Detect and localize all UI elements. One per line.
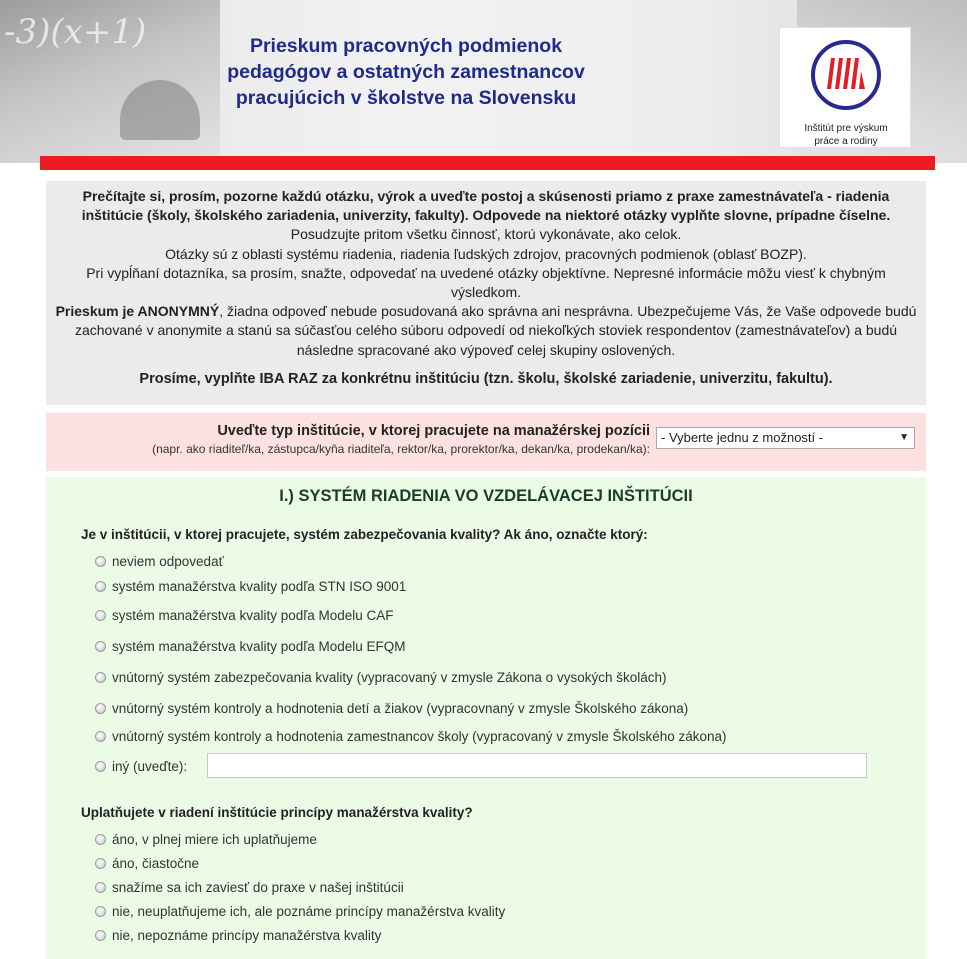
radio-option-other[interactable] <box>95 759 187 774</box>
title-line-1: Prieskum pracovných podmienok <box>249 35 563 57</box>
other-text-input[interactable] <box>207 753 867 778</box>
page-header <box>0 0 967 163</box>
radio-label: vnútorný systém kontroly a hodnotenia zamestnancov školy (vypracovaný v zmysle Školského zákona) <box>112 729 727 744</box>
page-title <box>196 33 616 111</box>
radio-option[interactable] <box>95 639 406 654</box>
institution-type-row <box>46 413 926 471</box>
radio-button[interactable] <box>95 761 106 772</box>
section-management-system <box>46 477 926 959</box>
radio-option[interactable] <box>95 904 505 919</box>
radio-option[interactable] <box>95 579 406 594</box>
intro-final-instruction: Prosíme, vyplňte IBA RAZ za konkrétnu inštitúciu (tzn. školu, školské zariadenie, univerzitu, fakultu). <box>139 370 833 387</box>
intro-paragraph-4 <box>54 302 918 360</box>
radio-button[interactable] <box>95 703 106 714</box>
radio-option[interactable] <box>95 856 199 871</box>
institution-question-hint: (napr. ako riaditeľ/ka, zástupca/kyňa riaditeľa, rektor/ka, prorektor/ka, dekan/ka, prodekan/ka): <box>152 442 650 456</box>
radio-option[interactable] <box>95 701 688 716</box>
radio-button[interactable] <box>95 581 106 592</box>
radio-label: vnútorný systém zabezpečovania kvality (vypracovaný v zmysle Zákona o vysokých školách) <box>112 670 667 685</box>
radio-button[interactable] <box>95 731 106 742</box>
header-chalkboard-image <box>0 0 220 163</box>
radio-label: áno, v plnej miere ich uplatňujeme <box>112 832 317 847</box>
radio-label: nie, neuplatňujeme ich, ale poznáme princípy manažérstva kvality <box>112 904 506 919</box>
radio-label: nie, nepoznáme princípy manažérstva kvality <box>112 928 382 943</box>
logo-line-2: práce a rodiny <box>814 136 878 147</box>
radio-label: iný (uveďte): <box>112 759 188 774</box>
radio-label: snažíme sa ich zaviesť do praxe v našej inštitúcii <box>112 880 404 895</box>
radio-label: vnútorný systém kontroly a hodnotenia detí a žiakov (vypracovnaný v zmysle Školského zákona) <box>112 701 689 716</box>
chalk-formula: -3)(x+1) <box>4 12 147 52</box>
radio-option[interactable] <box>95 554 224 569</box>
radio-label: neviem odpovedať <box>112 554 224 569</box>
radio-button[interactable] <box>95 610 106 621</box>
radio-button[interactable] <box>95 858 106 869</box>
intro-paragraph-3: Pri vypĺňaní dotazníka, sa prosím, snažte, odpovedať na uvedené otázky objektívne. Nepresné informácie môžu viesť k chybným výsledkom. <box>86 264 886 301</box>
question-quality-system: Je v inštitúcii, v ktorej pracujete, systém zabezpečovania kvality? Ak áno, označte ktorý: <box>81 527 648 542</box>
institution-question-label: Uveďte typ inštitúcie, v ktorej pracujete na manažérskej pozícii <box>217 423 650 439</box>
radio-button[interactable] <box>95 930 106 941</box>
radio-option[interactable] <box>95 928 381 943</box>
institution-type-select[interactable] <box>656 427 915 449</box>
intro-box <box>46 181 926 405</box>
radio-label: systém manažérstva kvality podľa STN ISO 9001 <box>112 579 407 594</box>
intro-normal-text: Posudzujte pritom všetku činnosť, ktorú vykonávate, ako celok. <box>290 226 682 243</box>
radio-button[interactable] <box>95 882 106 893</box>
radio-button[interactable] <box>95 556 106 567</box>
radio-label: áno, čiastočne <box>112 856 200 871</box>
logo-caption <box>780 122 912 148</box>
institution-question <box>46 422 650 458</box>
question-quality-principles: Uplatňujete v riadení inštitúcie princípy manažérstva kvality? <box>81 805 473 820</box>
anonymous-notice: Prieskum je ANONYMNÝ <box>55 303 220 320</box>
radio-button[interactable] <box>95 906 106 917</box>
select-value: - Vyberte jednu z možností - <box>661 430 824 445</box>
dropdown-arrow-icon: ▼ <box>899 432 909 443</box>
anonymous-detail: , žiadna odpoveď nebude posudovaná ako správna ani nesprávna. Ubezpečujeme Vás, že Vaše odpovede budú zachované v anonymite a stanú sa súčasťou celého súboru odpovedí od niekoľkých stoviek respondentov (zamestnávateľov) a budú následne spracované ako výpoveď celej skupiny oslovených. <box>74 303 917 358</box>
radio-option[interactable] <box>95 670 666 685</box>
radio-label: systém manažérstva kvality podľa Modelu EFQM <box>112 639 406 654</box>
radio-label: systém manažérstva kvality podľa Modelu CAF <box>112 608 394 623</box>
radio-button[interactable] <box>95 672 106 683</box>
institute-logo[interactable] <box>779 27 911 148</box>
title-line-3: pracujúcich v školstve na Slovensku <box>235 87 577 109</box>
radio-option[interactable] <box>95 608 394 623</box>
radio-option[interactable] <box>95 880 404 895</box>
logo-emblem-icon <box>809 31 883 119</box>
intro-bold-text: Prečítajte si, prosím, pozorne každú otázku, výrok a uveďte postoj a skúsenosti priamo z praxe zamestnávateľa - riadenia inštitúcie (školy, školského zariadenia, univerzity, fakulty). Odpovede na niektoré otázky vyplňte slovne, prípadne číselne. <box>81 188 891 224</box>
radio-button[interactable] <box>95 834 106 845</box>
intro-paragraph-1 <box>54 187 918 245</box>
radio-option[interactable] <box>95 729 727 744</box>
section-title: I.) SYSTÉM RIADENIA VO VZDELÁVACEJ INŠTITÚCII <box>279 487 693 505</box>
radio-button[interactable] <box>95 641 106 652</box>
header-photo-figure <box>120 80 200 140</box>
title-line-2: pedagógov a ostatných zamestnancov <box>227 61 585 83</box>
intro-paragraph-2: Otázky sú z oblasti systému riadenia, riadenia ľudských zdrojov, pracovných podmienok (oblasť BOZP). <box>165 245 807 262</box>
radio-option[interactable] <box>95 832 317 847</box>
header-divider-bar <box>40 156 935 170</box>
logo-line-1: Inštitút pre výskum <box>804 123 888 134</box>
